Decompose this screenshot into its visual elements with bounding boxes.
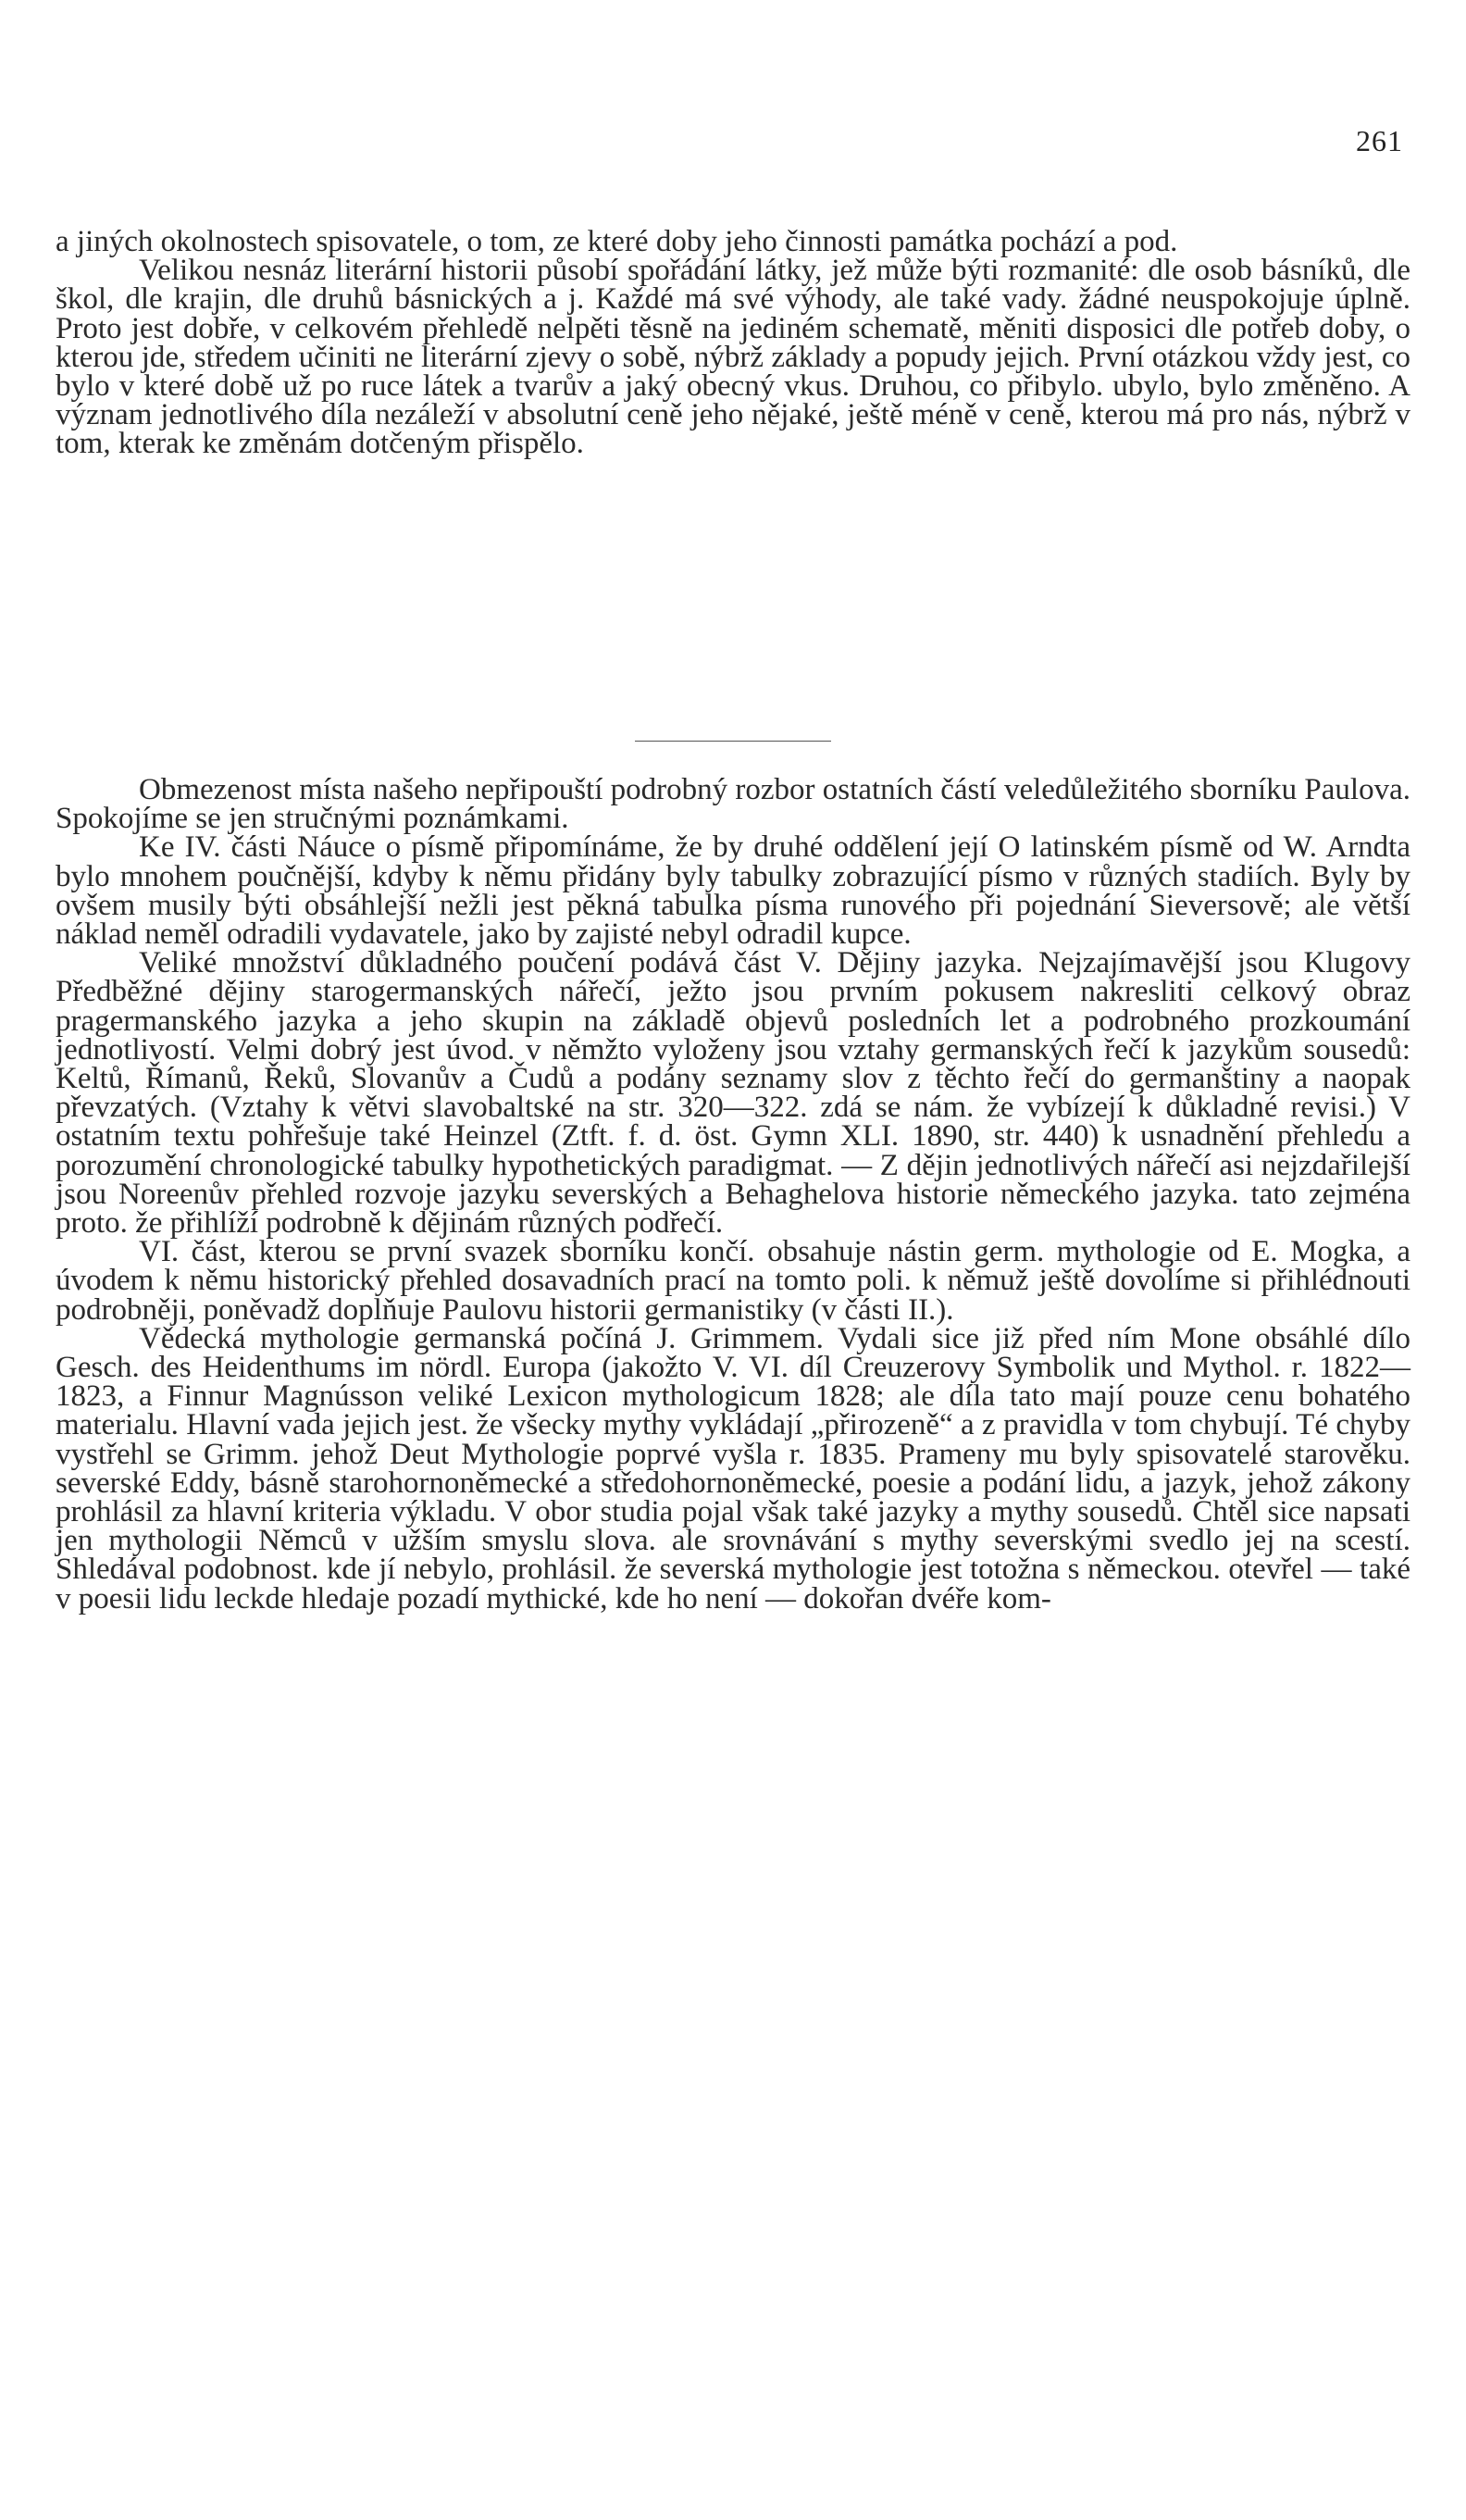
paragraph: Obmezenost místa našeho nepřipouští podrobný rozbor ostatních částí veledůležitého sborníku Paulova. Spokojíme se jen stručnými poznámkami. — [56, 773, 1410, 836]
paragraph: Velikou nesnáz literární historii působí spořádání látky, jež může býti rozmanité: dle osob básníků, dle škol, dle krajin, dle druhů básnických a j. Každé má své výhody, ale také vady. žádné neuspokojuje úplně. Proto jest dobře, v celkovém přehledě nelpěti těsně na jediném schematě, měniti disposici dle potřeb doby, o kterou jde, středem učiniti ne literární zjevy o sobě, nýbrž základy a popudy jejich. První otázkou vždy jest, co bylo v které době už po ruce látek a tvarův a jaký obecný vkus. Druhou, co přibylo. ubylo, bylo změněno. A význam jednotlivého díla nezáleží v absolutní ceně jeho nějaké, ještě méně v ceně, kterou má pro nás, nýbrž v tom, kterak ke změnám dotčeným přispělo. — [56, 254, 1410, 461]
paragraph: a jiných okolnostech spisovatele, o tom, ze které doby jeho činnosti památka pochází a pod. — [56, 225, 1178, 258]
paragraph: Veliké množství důkladného poučení podává část V. Dějiny jazyka. Nejzajímavější jsou Klugovy Předběžné dějiny starogermanských nářečí, ježto jsou prvním pokusem nakresliti celkový obraz pragermanského jazyka a jeho skupin na základě objevů posledních let a podrobného prozkoumání jednotlivostí. Velmi dobrý jest úvod. v němžto vyloženy jsou vztahy germanských řečí k jazykům sousedů: Keltů, Římanů, Řeků, Slovanův a Čudů a podány seznamy slov z těchto řečí do germanštiny a naopak převzatých. (Vztahy k větvi slavobaltské na str. 320—322. zdá se nám. že vybízejí k důkladné revisi.) V ostatním textu pohřešuje také Heinzel (Ztft. f. d. öst. Gymn XLI. 1890, str. 440) k usnadnění přehledu a porozumění chronologické tabulky hypothetických paradigmat. — Z dějin jednotlivých nářečí asi nejzdařilejší jsou Noreenův přehled rozvoje jazyku severských a Behaghelova historie německého jazyka. tato zejména proto. že přihlíží podrobně k dějinám různých podřečí. — [56, 946, 1410, 1241]
page-number: 261 — [1356, 124, 1403, 157]
paragraph: VI. část, kterou se první svazek sborníku končí. obsahuje nástin germ. mythologie od E. Mogka, a úvodem k němu historický přehled dosavadních prací na tomto poli. k němuž ještě dovolíme si přihlédnouti podrobněji, poněvadž doplňuje Paulovu historii germanistiky (v části II.). — [56, 1235, 1410, 1327]
text-section-bottom — [56, 773, 1410, 1616]
section-divider — [635, 741, 831, 742]
paragraph: Ke IV. části Náuce o písmě připomínáme, že by druhé oddělení její O latinském písmě od W. Arndta bylo mnohem poučnější, kdyby k němu přidány byly tabulky zobrazující písmo v různých stadiích. Byly by ovšem musily býti obsáhlejší nežli jest pěkná tabulka písma runového při pojednání Sieversově; ale větší náklad neměl odradili vydavatele, jako by zajisté nebyl odradil kupce. — [56, 830, 1410, 952]
text-section-top — [56, 225, 1410, 461]
paragraph: Vědecká mythologie germanská počíná J. Grimmem. Vydali sice již před ním Mone obsáhlé dílo Gesch. des Heidenthums im nördl. Europa (jakožto V. VI. díl Creuzerovy Symbolik und Mythol. r. 1822—1823, a Finnur Magnússon veliké Lexicon mythologicum 1828; ale díla tato mají pouze cenu bohatého materialu. Hlavní vada jejich jest. že všecky mythy vykládají „přirozeně“ a z pravidla v tom chybují. Té chyby vystřehl se Grimm. jehož Deut Mythologie poprvé vyšla r. 1835. Prameny mu byly spisovatelé starověku. severské Eddy, básně starohornoněmecké a středohornoněmecké, poesie a podání lidu, a jazyk, jehož zákony prohlásil za hlavní kriteria výkladu. V obor studia pojal však také jazyky a mythy sousedů. Chtěl sice napsati jen mythologii Němců v užším smyslu slova. ale srovnávání s mythy severskými svedlo jej na scestí. Shledával podobnost. kde jí nebylo, prohlásil. že severská mythologie jest totožna s německou. otevřel — také v poesii lidu leckde hledaje pozadí mythické, kde ho není — dokořan dvéře kom- — [56, 1321, 1410, 1616]
